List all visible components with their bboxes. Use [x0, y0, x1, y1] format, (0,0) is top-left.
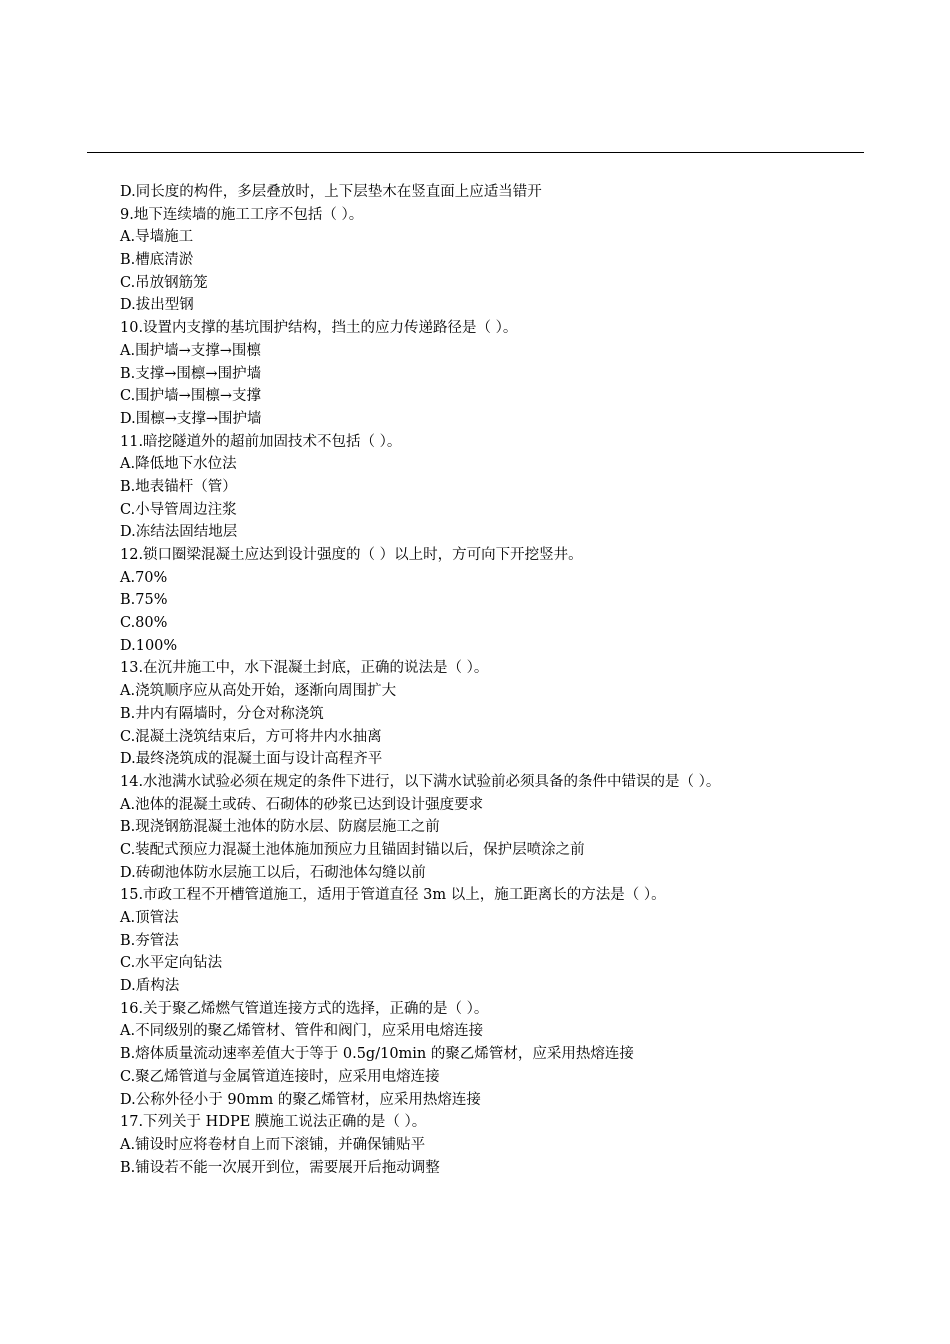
option-line: C.混凝土浇筑结束后，方可将井内水抽离 — [120, 728, 382, 745]
option-line: B.井内有隔墙时，分仓对称浇筑 — [120, 705, 324, 722]
option-line: B.槽底清淤 — [120, 252, 194, 269]
question-15: 15.市政工程不开槽管道施工，适用于管道直径 3m 以上，施工距离长的方法是（ ）。 — [120, 887, 666, 904]
option-line: D.拔出型钢 — [120, 297, 194, 314]
option-line: A.池体的混凝土或砖、石砌体的砂浆已达到设计强度要求 — [120, 796, 484, 813]
question-17: 17.下列关于 HDPE 膜施工说法正确的是（ ）。 — [120, 1114, 427, 1131]
option-line: C.聚乙烯管道与金属管道连接时，应采用电熔连接 — [120, 1068, 440, 1085]
option-line: A.顶管法 — [120, 910, 179, 926]
option-line: D.盾构法 — [120, 978, 180, 995]
option-line: A.围护墙→支撑→围檩 — [120, 342, 261, 359]
option-line: D.砖砌池体防水层施工以后，石砌池体勾缝以前 — [120, 864, 426, 881]
question-12: 12.锁口圈梁混凝土应达到设计强度的（ ）以上时，方可向下开挖竖井。 — [120, 547, 583, 563]
option-line: A.70% — [120, 569, 168, 586]
option-line: C.围护墙→围檩→支撑 — [120, 388, 261, 405]
question-10: 10.设置内支撑的基坑围护结构，挡土的应力传递路径是（ ）。 — [120, 320, 518, 337]
option-line: A.降低地下水位法 — [120, 456, 237, 473]
option-line: B.支撑→围檩→围护墙 — [120, 365, 262, 382]
question-14: 14.水池满水试验必须在规定的条件下进行，以下满水试验前必须具备的条件中错误的是（ ）。 — [120, 773, 721, 790]
option-line: C.水平定向钻法 — [120, 955, 223, 972]
option-line: B.铺设若不能一次展开到位，需要展开后拖动调整 — [120, 1159, 440, 1176]
option-line: C.装配式预应力混凝土池体施加预应力且锚固封锚以后，保护层喷涂之前 — [120, 841, 585, 858]
option-line: B.75% — [120, 592, 168, 609]
question-11: 11.暗挖隧道外的超前加固技术不包括（ ）。 — [120, 433, 402, 450]
option-line: A.铺设时应将卷材自上而下滚铺，并确保铺贴平 — [120, 1136, 426, 1153]
option-line: A.导墙施工 — [120, 229, 194, 246]
option-line: A.不同级别的聚乙烯管材、管件和阀门，应采用电熔连接 — [120, 1023, 484, 1040]
option-line: D.冻结法固结地层 — [120, 524, 238, 541]
document-body — [120, 181, 880, 1179]
option-line: B.熔体质量流动速率差值大于等于 0.5g/10min 的聚乙烯管材，应采用热熔连接 — [120, 1046, 634, 1063]
option-line: D.最终浇筑成的混凝土面与设计高程齐平 — [120, 751, 383, 768]
question-9: 9.地下连续墙的施工工序不包括（ ）。 — [120, 206, 364, 223]
option-line: C.吊放钢筋笼 — [120, 274, 208, 291]
option-line: D.围檩→支撑→围护墙 — [120, 410, 262, 427]
option-line: D.100% — [120, 637, 178, 654]
option-line: D.公称外径小于 90mm 的聚乙烯管材，应采用热熔连接 — [120, 1091, 481, 1108]
header-rule — [87, 152, 864, 153]
option-line: B.地表锚杆（管） — [120, 478, 237, 495]
option-line: B.现浇钢筋混凝土池体的防水层、防腐层施工之前 — [120, 819, 440, 836]
option-line: A.浇筑顺序应从高处开始，逐渐向周围扩大 — [120, 683, 397, 700]
question-16: 16.关于聚乙烯燃气管道连接方式的选择，正确的是（ ）。 — [120, 1000, 489, 1017]
option-line: C.小导管周边注浆 — [120, 501, 237, 518]
text-line: D.同长度的构件，多层叠放时，上下层垫木在竖直面上应适当错开 — [120, 184, 542, 200]
question-13: 13.在沉井施工中，水下混凝土封底，正确的说法是（ ）。 — [120, 660, 489, 677]
option-line: C.80% — [120, 615, 168, 632]
option-line: B.夯管法 — [120, 932, 179, 949]
